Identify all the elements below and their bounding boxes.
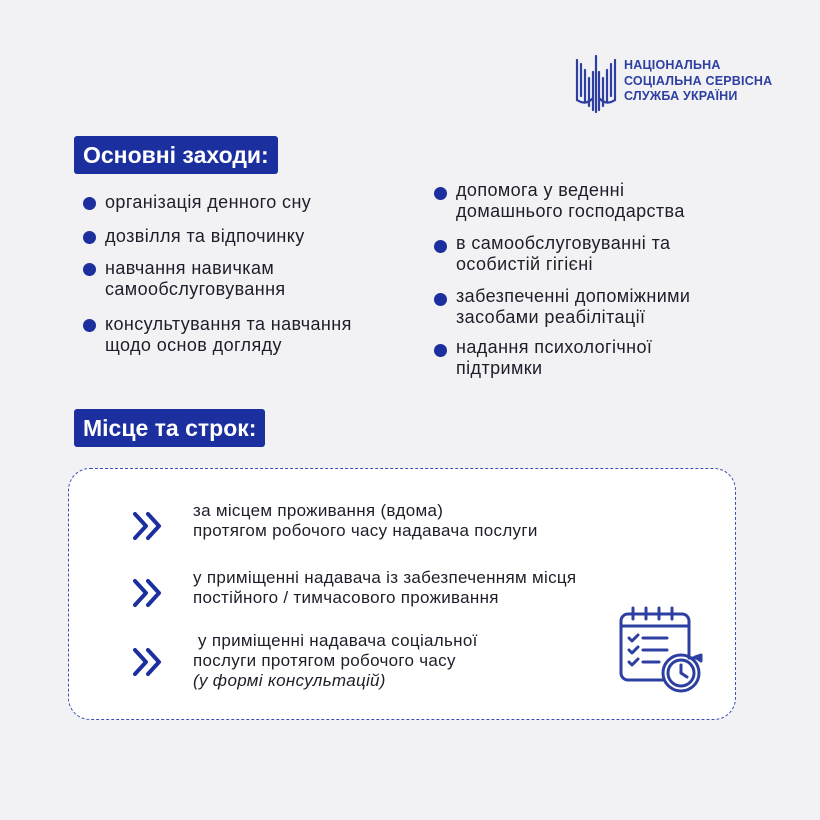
bullet-icon <box>83 319 96 332</box>
list-item-line: особистій гігієні <box>456 254 593 274</box>
place-item-line: за місцем проживання (вдома) <box>193 501 444 520</box>
double-chevron-right-icon <box>131 578 165 608</box>
double-chevron-right-icon <box>131 511 165 541</box>
place-item-line: у приміщенні надавача із забезпеченням місця <box>193 568 577 587</box>
list-item-line: підтримки <box>456 358 543 378</box>
bullet-icon <box>83 263 96 276</box>
logo-line-3: СЛУЖБА УКРАЇНИ <box>624 89 738 103</box>
place-item-line: послуги протягом робочого часу <box>193 651 456 670</box>
place-box <box>68 468 736 720</box>
logo-text <box>624 58 772 105</box>
place-item-line: постійного / тимчасового проживання <box>193 588 499 607</box>
list-item-line: надання психологічної <box>456 337 653 357</box>
list-item-line: щодо основ догляду <box>105 335 282 355</box>
place-item-note: (у формі консультацій) <box>193 671 386 690</box>
bullet-icon <box>83 197 96 210</box>
double-chevron-right-icon <box>131 647 165 677</box>
place-heading: Місце та строк: <box>74 409 265 447</box>
place-item-line: протягом робочого часу надавача послуги <box>193 521 538 540</box>
list-item-line: засобами реабілітації <box>456 307 646 327</box>
bullet-icon <box>434 187 447 200</box>
list-item-line: самообслуговування <box>105 279 286 299</box>
list-item-line: допомога у веденні <box>456 180 625 200</box>
logo-line-2: СОЦІАЛЬНА СЕРВІСНА <box>624 73 773 88</box>
logo-line-1: НАЦІОНАЛЬНА <box>624 58 721 72</box>
list-item-line: організація денного сну <box>105 192 312 212</box>
trident-logo-icon <box>574 54 618 114</box>
bullet-icon <box>434 240 447 253</box>
list-item-line: дозвілля та відпочинку <box>105 226 305 246</box>
place-item-line: у приміщенні надавача соціальної <box>193 631 478 650</box>
bullet-icon <box>434 344 447 357</box>
measures-heading: Основні заходи: <box>74 136 278 174</box>
logo <box>574 50 794 120</box>
list-item-line: консультування та навчання <box>105 314 352 334</box>
list-item-line: домашнього господарства <box>456 201 685 221</box>
list-item-line: в самообслуговуванні та <box>456 233 671 253</box>
list-item-line: навчання навичкам <box>105 258 275 278</box>
calendar-clock-icon <box>609 605 709 701</box>
list-item-line: забезпеченні допоміжними <box>456 286 691 306</box>
bullet-icon <box>83 231 96 244</box>
bullet-icon <box>434 293 447 306</box>
